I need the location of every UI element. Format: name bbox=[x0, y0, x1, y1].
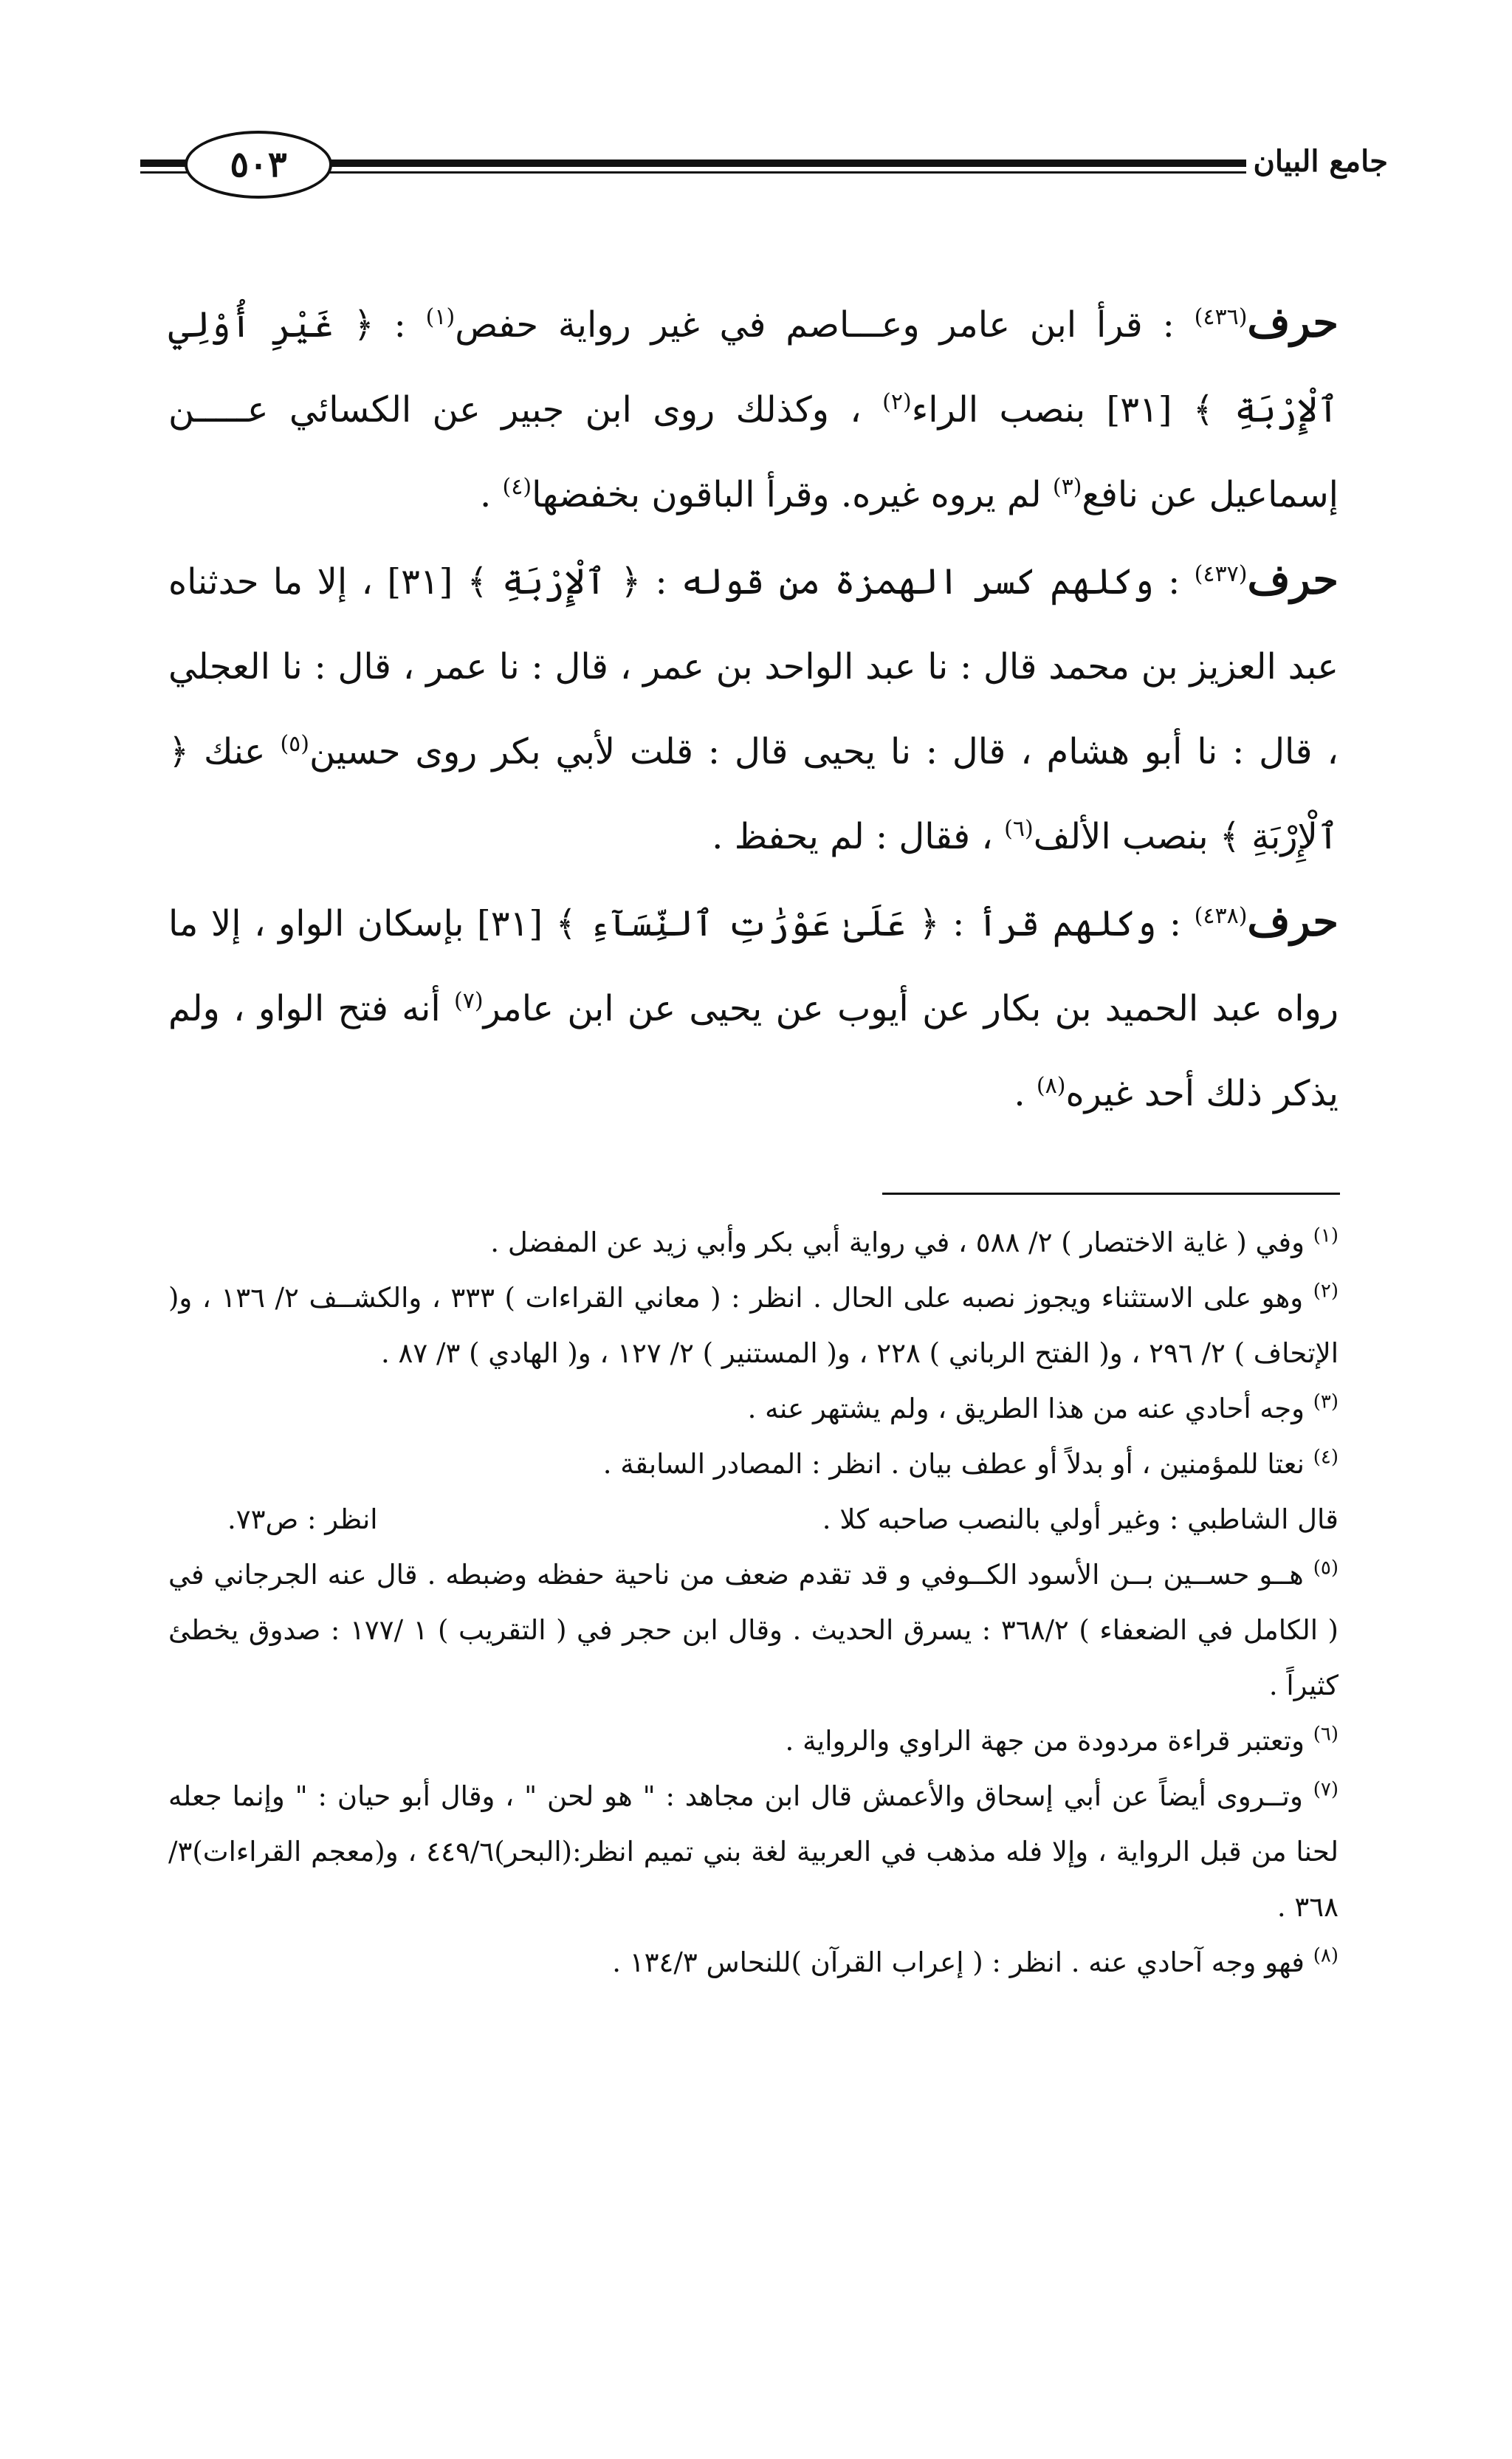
main-text bbox=[168, 281, 1339, 1136]
paragraph-text: : ﴿ غَيْرِ أُوْلِي ٱلْإِرْبَةِ ﴾ [٣١] بنصب الراء bbox=[168, 304, 1339, 431]
footnotes bbox=[168, 1215, 1339, 1990]
footnote-ref: (٢) bbox=[882, 389, 912, 415]
paragraph-text: أنه فتح الواو ، ولم يذكر ذلك أحد غيره bbox=[168, 988, 1339, 1114]
footnote-ref: (٧) bbox=[454, 988, 484, 1014]
paragraph-text: : قرأ ابن عامر وعـــاصم في غير رواية حفص bbox=[455, 304, 1175, 346]
footnote-text: وفي ( غاية الاختصار ) ٢/ ٥٨٨ ، في رواية أبي بكر وأبي زيد عن المفضل . bbox=[490, 1227, 1305, 1258]
footnote-text: فهو وجه آحادي عنه . انظر : ( إعراب القرآن )للنحاس ١٣٤/٣ . bbox=[612, 1947, 1305, 1978]
paragraph-text: ، فقال : لم يحفظ . bbox=[712, 816, 993, 857]
footnote-3 bbox=[168, 1381, 1339, 1436]
footnote-4 bbox=[168, 1436, 1339, 1492]
footnote-8 bbox=[168, 1935, 1339, 1990]
footnote-ref: (١) bbox=[425, 304, 456, 330]
footnote-1 bbox=[168, 1215, 1339, 1270]
header-rule-thin bbox=[273, 171, 1246, 174]
footnote-text: قال الشاطبي : وغير أولي بالنصب صاحبه كلا . bbox=[822, 1503, 1339, 1535]
paragraph-text: : وكلهم قرأ : ﴿ عَلَىٰ عَوْرَٰتِ ٱلنِّسَآءِ ﴾ [٣١] بإسكان الواو ، إلا ما رواه عبد الحميد بن بكار عن أيوب عن يحيى عن ابن عامر bbox=[168, 903, 1339, 1029]
footnote-number: (٥) bbox=[1313, 1557, 1339, 1580]
footnote-4-quote bbox=[168, 1492, 1339, 1547]
paragraph-text: . bbox=[479, 474, 492, 515]
footnote-ref: (٣) bbox=[1052, 474, 1082, 500]
footnote-2 bbox=[168, 1270, 1339, 1381]
footnote-separator bbox=[882, 1193, 1340, 1195]
footnote-number: (٧) bbox=[1313, 1778, 1339, 1801]
header-rule bbox=[273, 160, 1246, 167]
paragraph-text: . bbox=[1014, 1073, 1025, 1114]
harf-label: حرف bbox=[1247, 298, 1339, 347]
entry-number: (٤٣٧) bbox=[1194, 561, 1248, 587]
footnote-number: (٤) bbox=[1313, 1446, 1339, 1469]
footnote-number: (١) bbox=[1313, 1224, 1339, 1247]
footnote-number: (٨) bbox=[1313, 1944, 1339, 1967]
book-title: جامع البيان bbox=[1253, 144, 1388, 179]
footnote-number: (٣) bbox=[1313, 1390, 1339, 1413]
entry-number: (٤٣٨) bbox=[1194, 903, 1248, 929]
paragraph-436 bbox=[168, 281, 1339, 538]
footnote-text: وجه أحادي عنه من هذا الطريق ، ولم يشتهر عنه . bbox=[747, 1393, 1305, 1424]
footnote-text: وتــروى أيضاً عن أبي إسحاق والأعمش قال ابن مجاهد : " هو لحن " ، وقال أبو حيان : " وإنما جعله لحنا من قبل الرواية ، وإلا فله مذهب في العربية لغة بني تميم انظر:(البحر)٤٤٩/٦ ، و(معجم القراءات)٣/ ٣٦٨ . bbox=[168, 1780, 1339, 1923]
paragraph-text: لم يروه غيره. وقرأ الباقون بخفضها bbox=[532, 474, 1042, 515]
footnote-number: (٢) bbox=[1313, 1280, 1339, 1303]
footnote-text: وتعتبر قراءة مردودة من جهة الراوي والرواية . bbox=[785, 1725, 1305, 1757]
footnote-ref: (٨) bbox=[1036, 1073, 1066, 1099]
page-header bbox=[140, 129, 1388, 203]
harf-label: حرف bbox=[1247, 555, 1339, 604]
page-number: ٥٠٣ bbox=[230, 144, 287, 185]
footnote-ref: (٦) bbox=[1004, 816, 1034, 842]
entry-number: (٤٣٦) bbox=[1194, 304, 1248, 330]
footnote-ref: (٤) bbox=[502, 474, 532, 500]
paragraph-text: عنك ﴿ ٱلْإِرْبَةِ ﴾ بنصب الألف bbox=[168, 731, 1339, 857]
footnote-7 bbox=[168, 1769, 1339, 1935]
footnote-ref: (٥) bbox=[280, 731, 310, 757]
paragraph-text: ، وكذلك روى ابن جبير عن الكسائي عـــــن إسماعيل عن نافع bbox=[168, 389, 1339, 515]
footnote-text: هــو حســين بــن الأسود الكــوفي و قد تقدم ضعف من ناحية حفظه وضبطه . قال عنه الجرجاني في ( الكامل في الضعفاء ) ٣٦٨/٢ : يسرق الحديث . وقال ابن حجر في ( التقريب ) ١ /١٧٧ : صدوق يخطئ كثيراً . bbox=[168, 1559, 1339, 1701]
harf-label: حرف bbox=[1247, 897, 1339, 946]
header-rule-left-thin bbox=[140, 171, 192, 174]
page-number-badge bbox=[185, 131, 332, 199]
footnote-5 bbox=[168, 1547, 1339, 1713]
paragraph-438 bbox=[168, 879, 1339, 1136]
footnote-reference: انظر : ص٧٣. bbox=[227, 1503, 378, 1535]
footnote-text: وهو على الاستثناء ويجوز نصبه على الحال . انظر : ( معاني القراءات ) ٣٣٣ ، والكشــف ٢/ ١٣٦ ، و( الإتحاف ) ٢/ ٢٩٦ ، و( الفتح الرباني ) ٢٢٨ ، و( المستنير ) ٢/ ١٢٧ ، و( الهادي ) ٣/ ٨٧ . bbox=[168, 1282, 1339, 1369]
footnote-text: نعتا للمؤمنين ، أو بدلاً أو عطف بيان . انظر : المصادر السابقة . bbox=[602, 1448, 1305, 1480]
footnote-number: (٦) bbox=[1313, 1723, 1339, 1746]
paragraph-text: : وكلهم كسر الهمزة من قوله : ﴿ ٱلْإِرْبَةِ ﴾ [٣١] ، إلا ما حدثناه عبد العزيز بن محمد قال : نا عبد الواحد بن عمر ، قال : نا عمر ، قال : نا العجلي ، قال : نا أبو هشام ، قال : نا يحيى قال : قلت لأبي بكر روى حسين bbox=[168, 561, 1339, 772]
footnote-6 bbox=[168, 1713, 1339, 1769]
paragraph-437 bbox=[168, 538, 1339, 879]
